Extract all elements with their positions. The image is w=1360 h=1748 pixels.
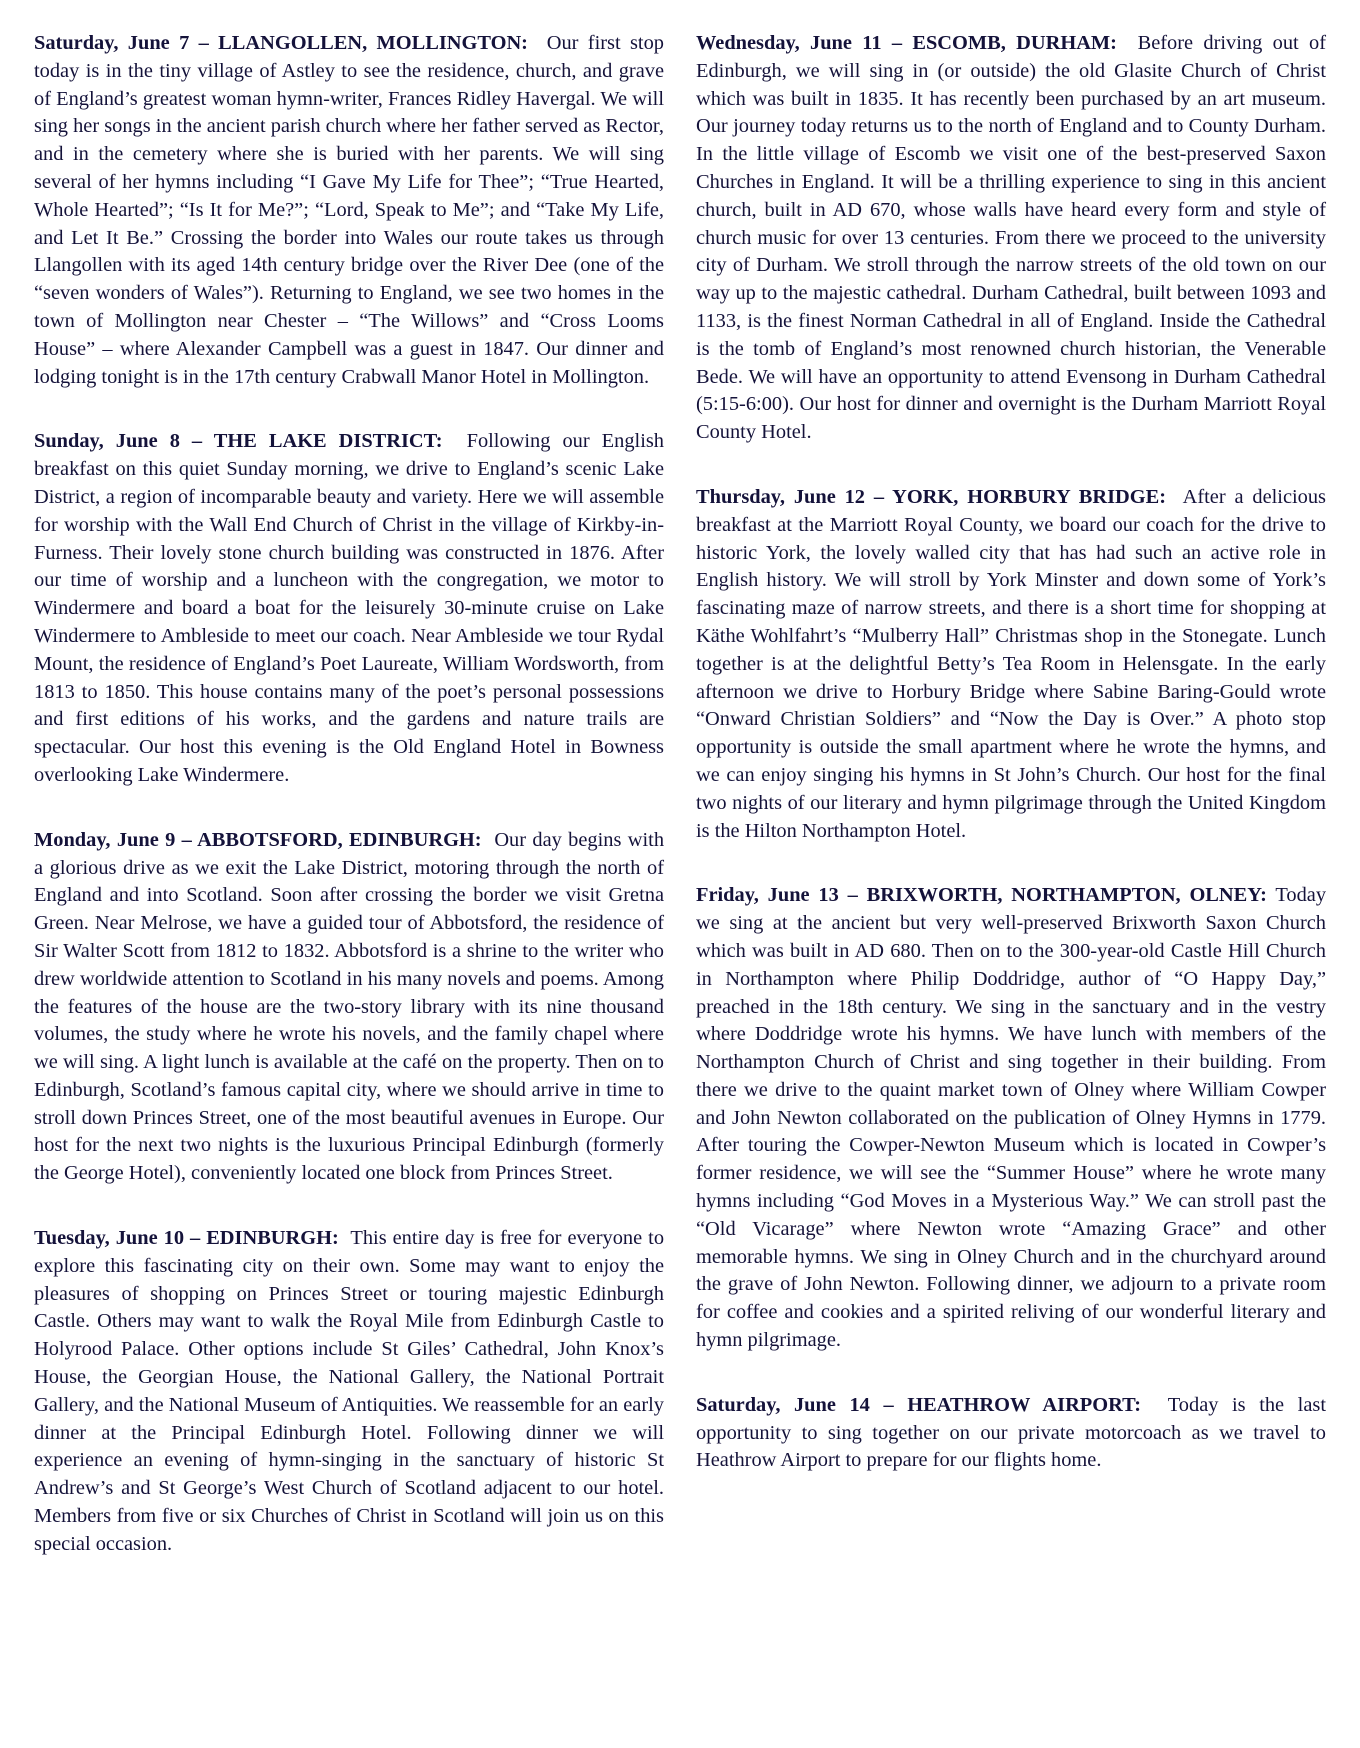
itinerary-entry-june-7 <box>34 30 664 391</box>
itinerary-entry-june-10 <box>34 1225 664 1559</box>
itinerary-entry-june-9 <box>34 827 664 1188</box>
entry-heading: Saturday, June 14 – HEATHROW AIRPORT: <box>696 1393 1141 1416</box>
entry-body: Today is the last opportunity to sing together on our private motorcoach as we travel to Heathrow Airport to prepare for our flights home. <box>696 1393 1326 1472</box>
itinerary-entry-june-12 <box>696 484 1326 845</box>
itinerary-entry-june-8 <box>34 428 664 789</box>
entry-body: Following our English breakfast on this quiet Sunday morning, we drive to England’s scenic Lake District, a region of incomparable beauty and variety. Here we will assemble for worship with the Wall End Church of Christ in the village of Kirkby-in-Furness. Their lovely stone church building was constructed in 1876. After our time of worship and a luncheon with the congregation, we motor to Windermere and board a boat for the leisurely 30-minute cruise on Lake Windermere to Ambleside to meet our coach. Near Ambleside we tour Rydal Mount, the residence of England’s Poet Laureate, William Wordsworth, from 1813 to 1850. This house contains many of the poet’s personal possessions and first editions of his works, and the gardens and nature trails are spectacular. Our host this evening is the Old England Hotel in Bowness overlooking Lake Windermere. <box>34 430 664 786</box>
itinerary-entry-june-14 <box>696 1392 1326 1475</box>
entry-heading: Friday, June 13 – BRIXWORTH, NORTHAMPTON, OLNEY: <box>696 884 1267 907</box>
right-column <box>696 30 1326 1748</box>
entry-heading: Thursday, June 12 – YORK, HORBURY BRIDGE: <box>696 485 1167 508</box>
entry-body: After a delicious breakfast at the Marriott Royal County, we board our coach for the drive to historic York, the lovely walled city that has had such an active role in English history. We will stroll by York Minster and down some of York’s fascinating maze of narrow streets, and there is a short time for shopping at Käthe Wohlfahrt’s “Mulberry Hall” Christmas shop in the Stonegate. Lunch together is at the delightful Betty’s Tea Room in Helensgate. In the early afternoon we drive to Horbury Bridge where Sabine Baring-Gould wrote “Onward Christian Soldiers” and “Now the Day is Over.” A photo stop opportunity is outside the small apartment where he wrote the hymns, and we can enjoy singing his hymns in St John’s Church. Our host for the final two nights of our literary and hymn pilgrimage through the United Kingdom is the Hilton Northampton Hotel. <box>696 485 1326 842</box>
entry-heading: Tuesday, June 10 – EDINBURGH: <box>34 1227 339 1250</box>
entry-body: Our day begins with a glorious drive as we exit the Lake District, motoring through the north of England and into Scotland. Soon after crossing the border we visit Gretna Green. Near Melrose, we have a guided tour of Abbotsford, the residence of Sir Walter Scott from 1812 to 1832. Abbotsford is a shrine to the writer who drew worldwide attention to Scotland in his many novels and poems. Among the features of the house are the two-story library with its nine thousand volumes, the study where he wrote his novels, and the family chapel where we will sing. A light lunch is available at the café on the property. Then on to Edinburgh, Scotland’s famous capital city, where we should arrive in time to stroll down Princes Street, one of the most beautiful avenues in Europe. Our host for the next two nights is the luxurious Principal Edinburgh (formerly the George Hotel), conveniently located one block from Princes Street. <box>34 828 665 1185</box>
entry-body: Our first stop today is in the tiny village of Astley to see the residence, church, and grave of England’s greatest woman hymn-writer, Frances Ridley Havergal. We will sing her songs in the ancient parish church where her father served as Rector, and in the cemetery where she is buried with her parents. We will sing several of her hymns including “I Gave My Life for Thee”; “True Hearted, Whole Hearted”; “Is It for Me?”; “Lord, Speak to Me”; and “Take My Life, and Let It Be.” Crossing the border into Wales our route takes us through Llangollen with its aged 14th century bridge over the River Dee (one of the “seven wonders of Wales”). Returning to England, we see two homes in the town of Mollington near Chester – “The Willows” and “Cross Looms House” – where Alexander Campbell was a guest in 1847. Our dinner and lodging tonight is in the 17th century Crabwall Manor Hotel in Mollington. <box>34 32 664 388</box>
itinerary-entry-june-11 <box>696 30 1326 447</box>
entry-heading: Sunday, June 8 – THE LAKE DISTRICT: <box>34 430 443 453</box>
entry-heading: Saturday, June 7 – LLANGOLLEN, MOLLINGTON: <box>34 32 528 54</box>
left-column <box>34 30 664 1748</box>
entry-body: This entire day is free for everyone to explore this fascinating city on their own. Some may want to enjoy the pleasures of shopping on Princes Street or touring majestic Edinburgh Castle. Others may want to walk the Royal Mile from Edinburgh Castle to Holyrood Palace. Other options include St Giles’ Cathedral, John Knox’s House, the Georgian House, the National Gallery, the National Portrait Gallery, and the National Museum of Antiquities. We reassemble for an early dinner at the Principal Edinburgh Hotel. Following dinner we will experience an evening of hymn-singing in the sanctuary of historic St Andrew’s and St George’s West Church of Scotland adjacent to our hotel. Members from five or six Churches of Christ in Scotland will join us on this special occasion. <box>34 1227 665 1555</box>
entry-body: Before driving out of Edinburgh, we will sing in (or outside) the old Glasite Church of Christ which was built in 1835. It has recently been purchased by an art museum. Our journey today returns us to the north of England and to County Durham. In the little village of Escomb we visit one of the best-preserved Saxon Churches in England. It will be a thrilling experience to sing in this ancient church, built in AD 670, whose walls have heard every form and style of church music for over 13 centuries. From there we proceed to the university city of Durham. We stroll through the narrow streets of the old town on our way up to the majestic cathedral. Durham Cathedral, built between 1093 and 1133, is the finest Norman Cathedral in all of England. Inside the Cathedral is the tomb of England’s most renowned church historian, the Venerable Bede. We will have an opportunity to attend Evensong in Durham Cathedral (5:15-6:00). Our host for dinner and overnight is the Durham Marriott Royal County Hotel. <box>696 32 1326 444</box>
entry-heading: Monday, June 9 – ABBOTSFORD, EDINBURGH: <box>34 828 482 851</box>
entry-heading: Wednesday, June 11 – ESCOMB, DURHAM: <box>696 32 1117 54</box>
itinerary-entry-june-13 <box>696 882 1326 1355</box>
entry-body: Today we sing at the ancient but very well-preserved Brixworth Saxon Church which was built in AD 680. Then on to the 300-year-old Castle Hill Church in Northampton where Philip Doddridge, author of “O Happy Day,” preached in the 18th century. We sing in the sanctuary and in the vestry where Doddridge wrote his hymns. We have lunch with members of the Northampton Church of Christ and sing together in their building. From there we drive to the quaint market town of Olney where William Cowper and John Newton collaborated on the publication of Olney Hymns in 1779. After touring the Cowper-Newton Museum which is located in Cowper’s former residence, we will see the “Summer House” where he wrote many hymns including “God Moves in a Mysterious Way.” We can stroll past the “Old Vicarage” where Newton wrote “Amazing Grace” and other memorable hymns. We sing in Olney Church and in the churchyard around the grave of John Newton. Following dinner, we adjourn to a private room for coffee and cookies and a spirited reliving of our wonderful literary and hymn pilgrimage. <box>696 884 1327 1352</box>
